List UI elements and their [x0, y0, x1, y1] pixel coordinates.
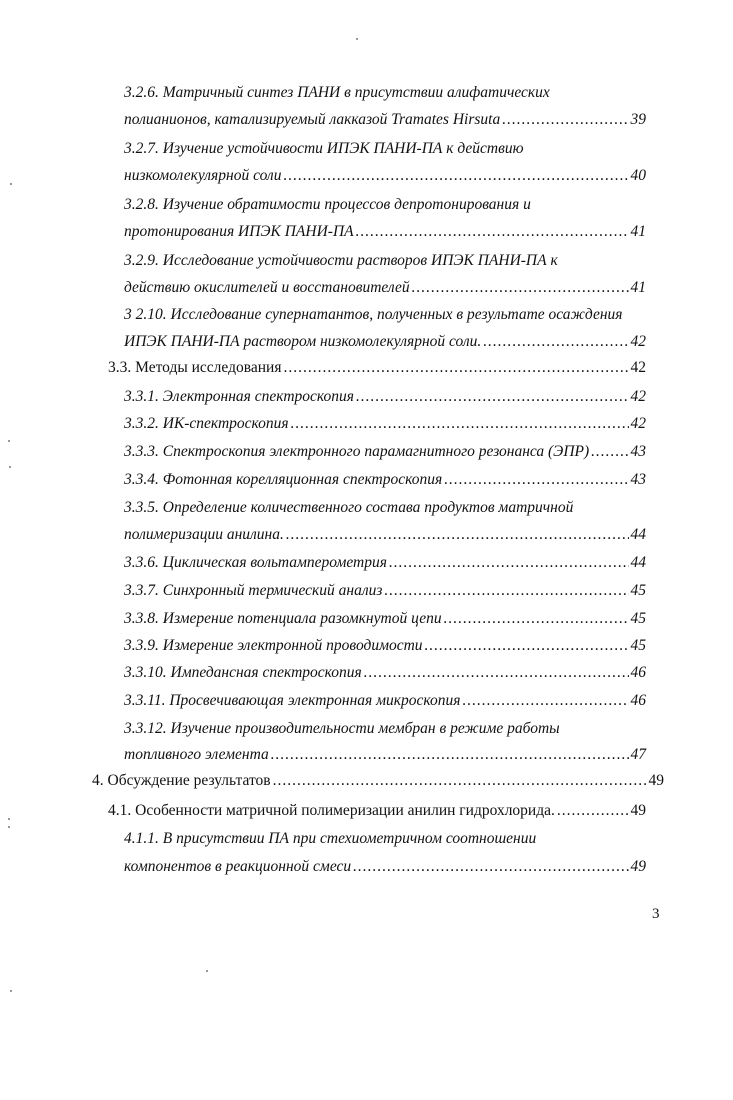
toc-entry-text: ИПЭК ПАНИ-ПА раствором низкомолекулярной соли.: [124, 333, 482, 350]
leader-dots: [283, 355, 628, 381]
scan-speck: [206, 970, 208, 972]
toc-line: [124, 163, 646, 189]
toc-page-number: 40: [630, 167, 646, 184]
toc-line: [124, 467, 646, 493]
leader-dots: [364, 660, 629, 686]
toc-entry-text: 3.3.1. Электронная спектроскопия: [124, 388, 355, 405]
toc-entry-text: действию окислителей и восстановителей: [124, 279, 410, 296]
toc-line: [124, 550, 646, 576]
toc-entry-text: 3.2.9. Исследование устойчивости растворов ИПЭК ПАНИ-ПА к: [124, 252, 558, 269]
leader-dots: [463, 688, 629, 714]
toc-entry-text: 3.3. Методы исследования: [108, 359, 282, 376]
toc-line: [124, 192, 531, 218]
leader-dots: [286, 522, 629, 548]
toc-line: [124, 411, 646, 437]
toc-line: [124, 275, 646, 301]
toc-entry-text: 3.3.8. Измерение потенциала разомкнутой цепи: [124, 610, 442, 627]
toc-page-number: 42: [630, 333, 646, 350]
toc-entry-text: 3.3.11. Просвечивающая электронная микроскопия: [124, 692, 461, 709]
toc-line: [124, 606, 646, 632]
toc-line: [124, 329, 646, 355]
toc-line: [124, 302, 623, 328]
toc-page-number: 42: [630, 388, 646, 405]
toc-line: [124, 136, 524, 162]
toc-page-number: 41: [630, 279, 646, 296]
scan-speck: [9, 466, 11, 468]
toc-page-number: 45: [630, 637, 646, 654]
toc-entry-text: 3 2.10. Исследование супернатантов, полученных в результате осаждения: [124, 306, 623, 323]
toc-page-number: 49: [630, 858, 646, 875]
leader-dots: [283, 163, 628, 189]
toc-entry-text: низкомолекулярной соли: [124, 167, 282, 184]
toc-entry-text: 4.1.1. В присутствии ПА при стехиометричном соотношении: [124, 830, 537, 847]
toc-line: [124, 742, 646, 768]
leader-dots: [444, 606, 629, 632]
toc-entry-text: 4.1. Особенности матричной полимеризации анилин гидрохлорида.: [108, 802, 555, 819]
toc-page-number: 41: [630, 223, 646, 240]
toc-page-number: 49: [630, 802, 646, 819]
toc-line: [124, 716, 560, 742]
leader-dots: [356, 384, 628, 410]
toc-line: [124, 80, 550, 106]
leader-dots: [425, 633, 629, 659]
toc-line: [124, 248, 558, 274]
toc-entry-text: 3.2.8. Изучение обратимости процессов депротонирования и: [124, 196, 531, 213]
toc-page-number: 39: [630, 111, 646, 128]
toc-line: [124, 495, 573, 521]
leader-dots: [273, 768, 647, 794]
toc-page-number: 49: [648, 772, 664, 789]
toc-line: [124, 522, 646, 548]
toc-line: [124, 107, 646, 133]
toc-entry-text: 3.3.12. Изучение производительности мембран в режиме работы: [124, 720, 560, 737]
leader-dots: [502, 107, 628, 133]
toc-line: [124, 578, 646, 604]
scan-speck: [356, 38, 358, 40]
toc-line: [124, 219, 646, 245]
leader-dots: [291, 411, 629, 437]
toc-entry-text: полианионов, катализируемый лакказой Tramates Hirsuta: [124, 111, 501, 128]
toc-entry-text: 3.2.6. Матричный синтез ПАНИ в присутствии алифатических: [124, 84, 550, 101]
leader-dots: [557, 798, 629, 824]
leader-dots: [483, 329, 628, 355]
toc-page-number: 46: [630, 664, 646, 681]
toc-page-number: 45: [630, 610, 646, 627]
leader-dots: [356, 219, 629, 245]
toc-entry-text: полимеризации анилина.: [124, 526, 284, 543]
leader-dots: [412, 275, 629, 301]
toc-line: [108, 798, 646, 824]
toc-entry-text: 3.3.2. ИК-спектроскопия: [124, 415, 289, 432]
toc-entry-text: 3.3.4. Фотонная корелляционная спектроскопия: [124, 471, 443, 488]
leader-dots: [384, 578, 628, 604]
toc-entry-text: 3.2.7. Изучение устойчивости ИПЭК ПАНИ-ПА к действию: [124, 140, 524, 157]
toc-line: [124, 633, 646, 659]
toc-page-number: 45: [630, 582, 646, 599]
leader-dots: [591, 439, 628, 465]
toc-entry-text: 3.3.3. Спектроскопия электронного парамагнитного резонанса (ЭПР): [124, 443, 590, 460]
toc-page-number: 42: [630, 415, 646, 432]
toc-line: [124, 688, 646, 714]
leader-dots: [389, 550, 629, 576]
leader-dots: [353, 854, 628, 880]
toc-line: [124, 826, 536, 852]
toc-entry-text: 3.3.6. Циклическая вольтамперометрия: [124, 554, 387, 571]
toc-entry-text: 3.3.7. Синхронный термический анализ: [124, 582, 383, 599]
toc-page-number: 43: [630, 443, 646, 460]
toc-line: [124, 384, 646, 410]
scan-speck: [10, 990, 12, 992]
toc-entry-text: компонентов в реакционной смеси: [124, 858, 352, 875]
toc-entry-text: 4. Обсуждение результатов: [92, 772, 271, 789]
scan-speck: [8, 826, 10, 828]
leader-dots: [271, 742, 629, 768]
toc-entry-text: 3.3.10. Импедансная спектроскопия: [124, 664, 362, 681]
toc-page-number: 44: [630, 554, 646, 571]
leader-dots: [444, 467, 628, 493]
toc-entry-text: протонирования ИПЭК ПАНИ-ПА: [124, 223, 354, 240]
toc-line: [92, 768, 664, 794]
toc-page-number: 44: [630, 526, 646, 543]
toc-page-number: 42: [630, 359, 646, 376]
toc-entry-text: 3.3.5. Определение количественного состава продуктов матричной: [124, 499, 574, 516]
page-number: 3: [652, 906, 660, 922]
toc-entry-text: топливного элемента: [124, 746, 269, 763]
toc-entry-text: 3.3.9. Измерение электронной проводимости: [124, 637, 423, 654]
scan-speck: [10, 183, 12, 185]
toc-page-number: 43: [630, 471, 646, 488]
toc-page-number: 46: [630, 692, 646, 709]
toc-line: [124, 439, 646, 465]
toc-line: [108, 355, 646, 381]
scan-speck: [8, 818, 10, 820]
toc-page-number: 47: [630, 746, 646, 763]
toc-line: [124, 854, 646, 880]
toc-line: [124, 660, 646, 686]
scan-speck: [8, 440, 10, 442]
